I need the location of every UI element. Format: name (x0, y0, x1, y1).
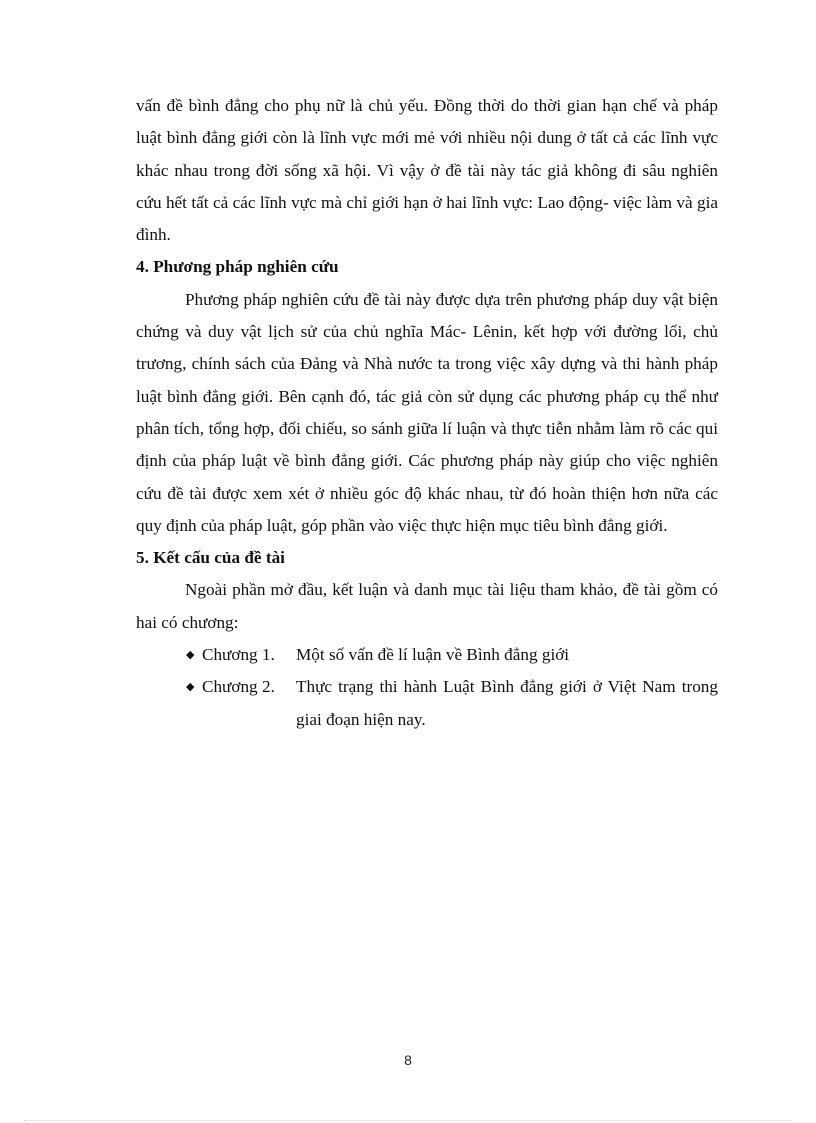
chapter-list (136, 639, 718, 736)
page-bottom-edge (24, 1120, 792, 1121)
page-body (136, 90, 718, 736)
chapter-label: Chương 1. (202, 645, 275, 665)
section-4-heading: 4. Phương pháp nghiên cứu (136, 257, 339, 277)
chapter-title: Một số vấn đề lí luận về Bình đẳng giới (296, 645, 570, 665)
chapter-list-item (136, 671, 718, 736)
intro-paragraph: vấn đề bình đẳng cho phụ nữ là chủ yếu. Đồng thời do thời gian hạn chế và pháp luật bình đẳng giới còn là lĩnh vực mới mẻ với nhiều nội dung ở tất cả các lĩnh vực khác nhau trong đời sống xã hội. Vì vậy ở đề tài này tác giả không đi sâu nghiên cứu hết tất cả các lĩnh vực mà chỉ giới hạn ở hai lĩnh vực: Lao động- việc làm và gia đình. (136, 96, 718, 245)
page-number: 8 (404, 1052, 412, 1068)
section-4-paragraph: Phương pháp nghiên cứu đề tài này được dựa trên phương pháp duy vật biện chứng và duy vật lịch sử của chủ nghĩa Mác- Lênin, kết hợp với đường lối, chủ trương, chính sách của Đảng và Nhà nước ta trong việc xây dựng và thi hành pháp luật bình đẳng giới. Bên cạnh đó, tác giả còn sử dụng các phương pháp cụ thể như phân tích, tổng hợp, đối chiếu, so sánh giữa lí luận và thực tiễn nhằm làm rõ các qui định của pháp luật về bình đẳng giới. Các phương pháp này giúp cho việc nghiên cứu đề tài được xem xét ở nhiều góc độ khác nhau, từ đó hoàn thiện hơn nữa các quy định của pháp luật, góp phần vào việc thực hiện mục tiêu bình đẳng giới. (136, 289, 718, 535)
section-5-heading: 5. Kết cấu của đề tài (136, 548, 285, 568)
diamond-bullet-icon: ◆ (186, 681, 195, 694)
chapter-list-item (136, 639, 718, 671)
chapter-label: Chương 2. (202, 677, 275, 697)
chapter-title: Thực trạng thi hành Luật Bình đẳng giới ở Việt Nam trong giai đoạn hiện nay. (296, 677, 718, 729)
section-5-paragraph: Ngoài phần mở đầu, kết luận và danh mục tài liệu tham khảo, đề tài gồm có hai có chương: (136, 580, 718, 632)
diamond-bullet-icon: ◆ (186, 649, 195, 662)
